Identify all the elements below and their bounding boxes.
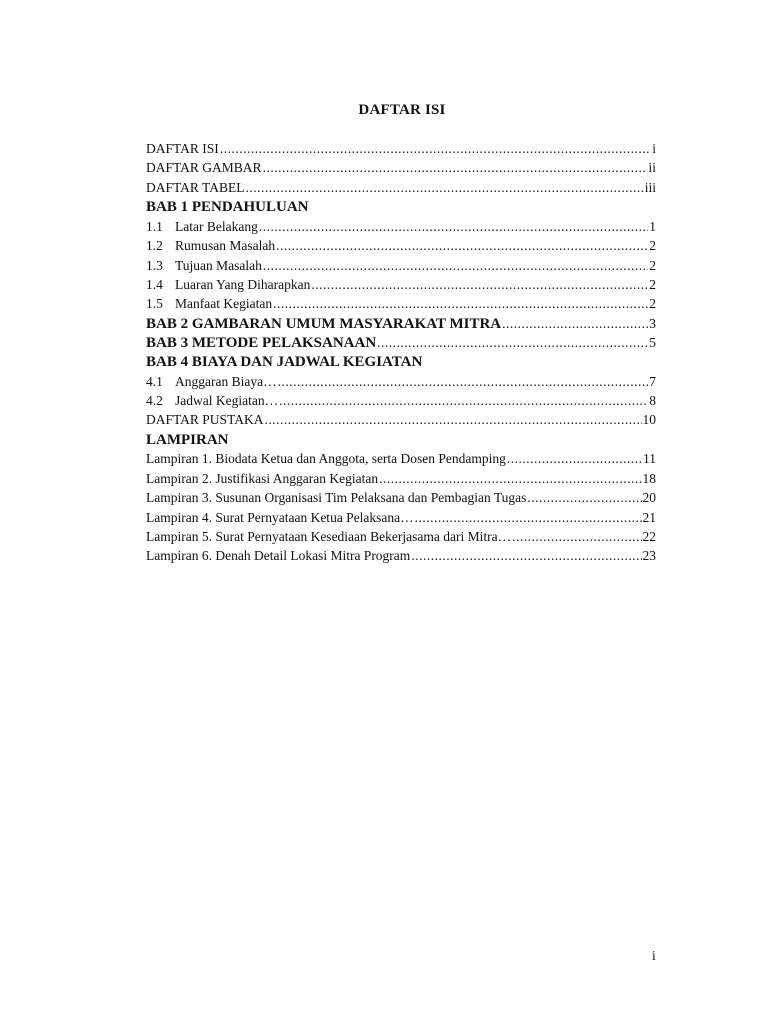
- toc-entry-number: 1.1: [146, 218, 163, 234]
- toc-entry: [146, 432, 656, 452]
- toc-dot-leader: [379, 471, 641, 487]
- toc-entry: [146, 160, 656, 179]
- toc-entry: [146, 238, 656, 257]
- toc-entry-label: Manfaat Kegiatan: [175, 296, 273, 312]
- toc-entry-label: Jadwal Kegiatan…: [175, 393, 279, 409]
- toc-entry-page: 2: [649, 296, 656, 312]
- toc-entry-page: i: [652, 141, 656, 156]
- toc-entry-label: DAFTAR PUSTAKA: [146, 412, 264, 428]
- toc-entry: [146, 451, 656, 470]
- toc-entry: [146, 548, 656, 567]
- toc-entry: [146, 296, 656, 315]
- toc-entry-page: 18: [642, 470, 656, 486]
- toc-entry-page: iii: [644, 179, 656, 195]
- toc-entry: [146, 374, 656, 393]
- toc-dot-leader: [527, 490, 641, 506]
- toc-entry-label: Rumusan Masalah: [175, 238, 276, 254]
- toc-entry-page: 1: [649, 218, 656, 234]
- toc-entry-page: 22: [642, 529, 656, 545]
- toc-entry-label: DAFTAR TABEL: [146, 179, 245, 195]
- toc-entry: [146, 471, 656, 490]
- toc-entry-number: 1.5: [146, 296, 163, 312]
- toc-entry-label: Lampiran 3. Susunan Organisasi Tim Pelaksana dan Pembagian Tugas: [146, 490, 527, 506]
- toc-entry-label: Luaran Yang Diharapkan: [175, 276, 311, 292]
- toc-dot-leader: [245, 180, 643, 196]
- toc-entry-number: 4.2: [146, 393, 163, 409]
- toc-entry-label: Latar Belakang: [175, 218, 258, 234]
- toc-entry-page: 3: [649, 315, 656, 331]
- toc-dot-leader: [377, 335, 648, 351]
- toc-entry-page: 2: [649, 257, 656, 273]
- toc-entry-page: 23: [642, 548, 656, 564]
- toc-entry-label: DAFTAR ISI: [146, 141, 219, 156]
- toc-entry: [146, 335, 656, 354]
- toc-dot-leader: [259, 219, 648, 235]
- toc-entry-label: BAB 1 PENDAHULUAN: [146, 199, 309, 216]
- toc-dot-leader: [512, 529, 641, 545]
- toc-entry-label: Lampiran 4. Surat Pernyataan Ketua Pelaksana…: [146, 509, 414, 525]
- toc-entry-page: 21: [642, 509, 656, 525]
- toc-dot-leader: [415, 510, 642, 526]
- toc-entry: [146, 141, 656, 160]
- toc-entry-page: 11: [643, 451, 656, 467]
- toc-entry-label: Anggaran Biaya…: [175, 373, 277, 389]
- toc-entry: [146, 412, 656, 431]
- toc-entry-page: 5: [649, 334, 656, 350]
- page-title: DAFTAR ISI: [358, 102, 446, 118]
- toc-dot-leader: [263, 160, 648, 176]
- toc-dot-leader: [279, 393, 648, 409]
- toc-dot-leader: [502, 316, 648, 332]
- toc-entry: [146, 180, 656, 199]
- toc-entry-label: DAFTAR GAMBAR: [146, 160, 262, 176]
- toc-dot-leader: [411, 548, 641, 564]
- toc-entry-page: 7: [649, 373, 656, 389]
- toc-entry: [146, 316, 656, 335]
- toc-entry-label: Lampiran 5. Surat Pernyataan Kesediaan Bekerjasama dari Mitra…: [146, 529, 512, 545]
- toc-entry-label: LAMPIRAN: [146, 431, 229, 448]
- toc-entry: [146, 393, 656, 412]
- toc-entry-number: 1.4: [146, 276, 163, 292]
- toc-entry-label: Lampiran 1. Biodata Ketua dan Anggota, serta Dosen Pendamping: [146, 451, 506, 467]
- toc-entry-label: Tujuan Masalah: [175, 257, 262, 273]
- toc-entry-label: BAB 2 GAMBARAN UMUM MASYARAKAT MITRA: [146, 315, 502, 332]
- toc-entry-label: BAB 4 BIAYA DAN JADWAL KEGIATAN: [146, 354, 423, 371]
- toc-dot-leader: [507, 451, 642, 467]
- toc-entry-page: 2: [649, 238, 656, 254]
- toc-dot-leader: [311, 277, 648, 293]
- toc-entry-page: 8: [649, 393, 656, 409]
- toc-dot-leader: [220, 141, 651, 157]
- toc-dot-leader: [278, 374, 649, 390]
- toc-dot-leader: [276, 238, 648, 254]
- toc-entry-number: 1.2: [146, 238, 163, 254]
- toc-entry-page: 2: [649, 276, 656, 292]
- toc-entry: [146, 277, 656, 296]
- toc-entry: [146, 490, 656, 509]
- toc-entry: [146, 219, 656, 238]
- toc-entry-page: ii: [648, 160, 656, 176]
- toc-entry: [146, 199, 656, 219]
- table-of-contents: [146, 141, 656, 568]
- toc-entry-number: 4.1: [146, 373, 163, 389]
- toc-dot-leader: [263, 258, 648, 274]
- toc-dot-leader: [273, 296, 648, 312]
- toc-entry-page: 10: [642, 412, 656, 428]
- toc-entry: [146, 529, 656, 548]
- toc-entry: [146, 354, 656, 374]
- toc-entry-label: Lampiran 2. Justifikasi Anggaran Kegiatan: [146, 470, 379, 486]
- toc-dot-leader: [264, 412, 641, 428]
- toc-entry-page: 20: [642, 490, 656, 506]
- toc-entry-label: BAB 3 METODE PELAKSANAAN: [146, 334, 377, 351]
- toc-entry-label: Lampiran 6. Denah Detail Lokasi Mitra Program: [146, 548, 411, 564]
- page-number: i: [652, 948, 656, 963]
- toc-entry: [146, 510, 656, 529]
- toc-entry: [146, 258, 656, 277]
- toc-entry-number: 1.3: [146, 257, 163, 273]
